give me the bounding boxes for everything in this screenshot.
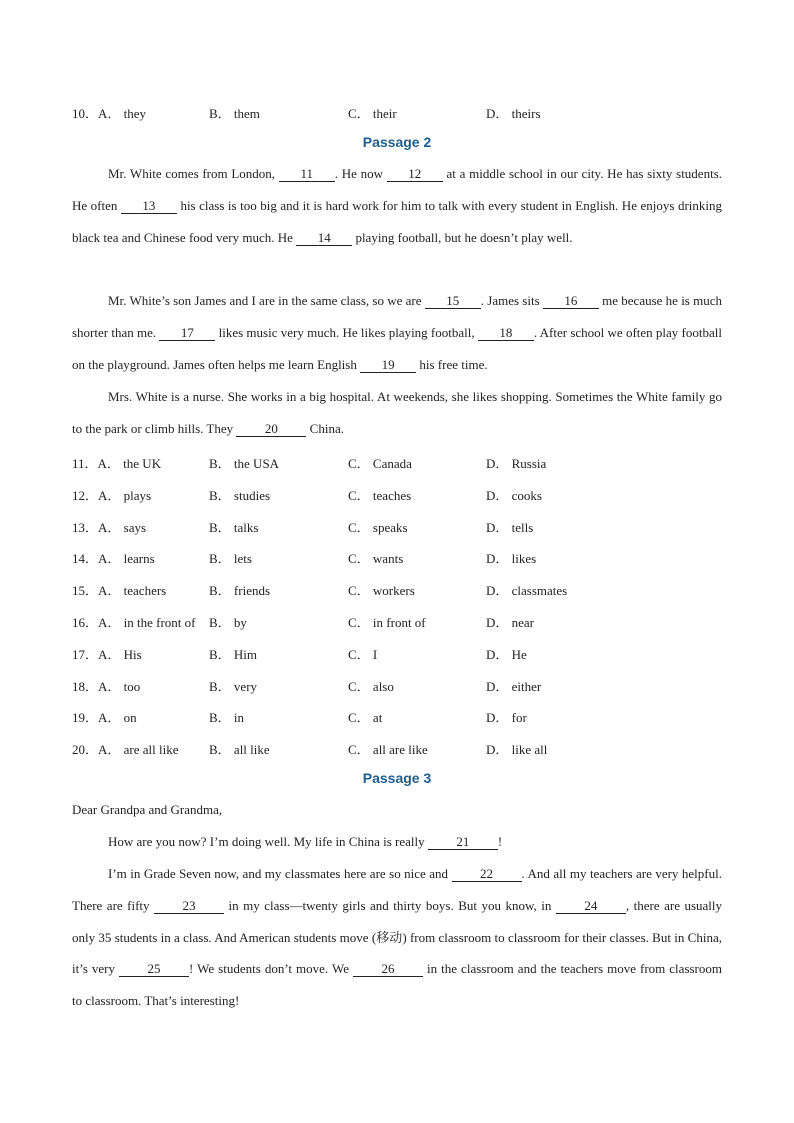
blank-23: 23 xyxy=(154,899,224,914)
option-b: B． friends xyxy=(209,583,271,599)
option-text: A． says xyxy=(98,519,147,535)
option-c: C． also xyxy=(348,678,394,694)
blank-12: 12 xyxy=(387,167,443,182)
question-number: 15． xyxy=(72,583,99,599)
blank-25: 25 xyxy=(119,962,189,977)
question-options-row xyxy=(72,453,722,471)
passage-3-paragraph-1: How are you now? I’m doing well. My life in China is really 21 ! xyxy=(108,834,503,849)
question-options-row xyxy=(72,739,722,757)
blank-16: 16 xyxy=(543,294,599,309)
blank-22: 22 xyxy=(452,867,522,882)
option-d: D． likes xyxy=(486,551,537,567)
option-text: A． the UK xyxy=(97,456,162,471)
question-options-row xyxy=(72,644,722,662)
blank-20: 20 xyxy=(236,422,306,437)
option-d: D． near xyxy=(486,615,535,630)
blank-13: 13 xyxy=(121,199,177,214)
passage-3-paragraph-2: I’m in Grade Seven now, and my classmates here are so nice and 22 . And all my teachers are very helpful. There are fifty 23 in my class—twenty girls and thirty boys. But you know, in 24 , there are usually only 35 students in a class. And American students move (移动) from classroom to classroom for their classes. But in China, it’s very 25 ! We students don’t move. We 26 in the classroom and the teachers move from classroom to classroom. That’s interesting! xyxy=(72,866,723,1009)
question-10-option-a: 10．A． they xyxy=(72,106,147,121)
blank-19: 19 xyxy=(360,358,416,373)
option-b: B． all like xyxy=(209,742,270,758)
question-number: 11． xyxy=(72,456,98,471)
blank-11: 11 xyxy=(279,167,335,182)
passage-2-title: Passage 2 xyxy=(362,134,432,150)
option-a xyxy=(72,580,166,599)
question-number: 16． xyxy=(72,615,99,630)
option-b: B． studies xyxy=(209,487,271,503)
option-d: D． cooks xyxy=(486,487,542,503)
option-b: B． Him xyxy=(209,646,258,662)
option-d: D． classmates xyxy=(486,583,568,599)
option-a xyxy=(72,517,146,536)
question-number: 18． xyxy=(72,678,99,694)
option-c: C． in front of xyxy=(348,615,426,630)
blank-14: 14 xyxy=(296,231,352,246)
option-text: A． His xyxy=(98,646,142,662)
option-c: C． all are like xyxy=(348,742,428,758)
question-10-option-c: C． their xyxy=(348,106,397,121)
blank-24: 24 xyxy=(556,899,626,914)
option-c: C． at xyxy=(348,710,383,726)
option-c: C． wants xyxy=(348,551,404,567)
question-number: 14． xyxy=(72,551,99,567)
option-d: D． either xyxy=(486,678,542,694)
option-c: C． teaches xyxy=(348,487,412,503)
question-number: 12． xyxy=(72,487,99,503)
option-a xyxy=(72,485,151,504)
question-options-row xyxy=(72,707,722,725)
option-a xyxy=(72,676,140,695)
option-a xyxy=(72,453,161,472)
option-text: A． teachers xyxy=(98,583,167,599)
blank-26: 26 xyxy=(353,962,423,977)
question-options-row xyxy=(72,580,722,598)
option-b: B． very xyxy=(209,678,258,694)
option-text: A． on xyxy=(98,710,137,726)
option-b: B． the USA xyxy=(209,456,280,471)
question-10-option-d: D． theirs xyxy=(486,106,541,121)
question-options-row xyxy=(72,612,722,630)
option-text: A． too xyxy=(98,678,141,694)
blank-21: 21 xyxy=(428,835,498,850)
question-number: 19． xyxy=(72,710,99,726)
option-a xyxy=(72,644,142,663)
passage-2-paragraph-2: Mr. White’s son James and I are in the same class, so we are 15 . James sits 16 me because he is much shorter than me. 17 likes music very much. He likes playing football, 18 . After school we often play football on the playground. James often helps me learn English 19 his free time. xyxy=(72,293,722,372)
option-a xyxy=(72,739,179,758)
option-b: B． lets xyxy=(209,551,252,567)
letter-greeting: Dear Grandpa and Grandma, xyxy=(72,802,223,817)
blank-15: 15 xyxy=(425,294,481,309)
option-text: A． in the front of xyxy=(98,615,196,630)
question-number: 13． xyxy=(72,519,99,535)
question-number: 20． xyxy=(72,742,99,758)
option-a xyxy=(72,707,137,726)
question-options-row xyxy=(72,517,722,535)
option-b: B． in xyxy=(209,710,245,726)
blank-17: 17 xyxy=(159,326,215,341)
option-c: C． workers xyxy=(348,583,415,599)
option-text: A． learns xyxy=(98,551,155,567)
option-text: A． plays xyxy=(98,487,152,503)
option-c: C． Canada xyxy=(348,456,412,471)
question-options-row xyxy=(72,485,722,503)
option-d: D． for xyxy=(486,710,527,726)
option-a xyxy=(72,548,155,567)
option-text: A． are all like xyxy=(98,742,179,758)
question-10-option-b: B． them xyxy=(209,106,260,121)
question-options-row xyxy=(72,548,722,566)
question-10-options xyxy=(72,103,722,121)
option-b: B． by xyxy=(209,615,247,630)
option-d: D． tells xyxy=(486,519,534,535)
option-d: D． He xyxy=(486,646,527,662)
question-options-row xyxy=(72,676,722,694)
passage-3-title: Passage 3 xyxy=(362,770,432,786)
option-d: D． Russia xyxy=(486,456,547,471)
option-b: B． talks xyxy=(209,519,259,535)
option-c: C． I xyxy=(348,646,378,662)
option-c: C． speaks xyxy=(348,519,408,535)
question-number: 17． xyxy=(72,646,99,662)
passage-2-paragraph-3: Mrs. White is a nurse. She works in a big hospital. At weekends, she likes shopping. Sometimes the White family go to the park or climb hills. They 20 China. xyxy=(72,389,722,436)
option-a xyxy=(72,612,196,631)
passage-2-paragraph-1: Mr. White comes from London, 11 . He now 12 at a middle school in our city. He has sixty students. He often 13 his class is too big and it is hard work for him to talk with every student in English. He enjoys drinking black tea and Chinese food very much. He 14 playing football, but he doesn’t play well. xyxy=(72,166,723,245)
option-d: D． like all xyxy=(486,742,548,758)
blank-18: 18 xyxy=(478,326,534,341)
